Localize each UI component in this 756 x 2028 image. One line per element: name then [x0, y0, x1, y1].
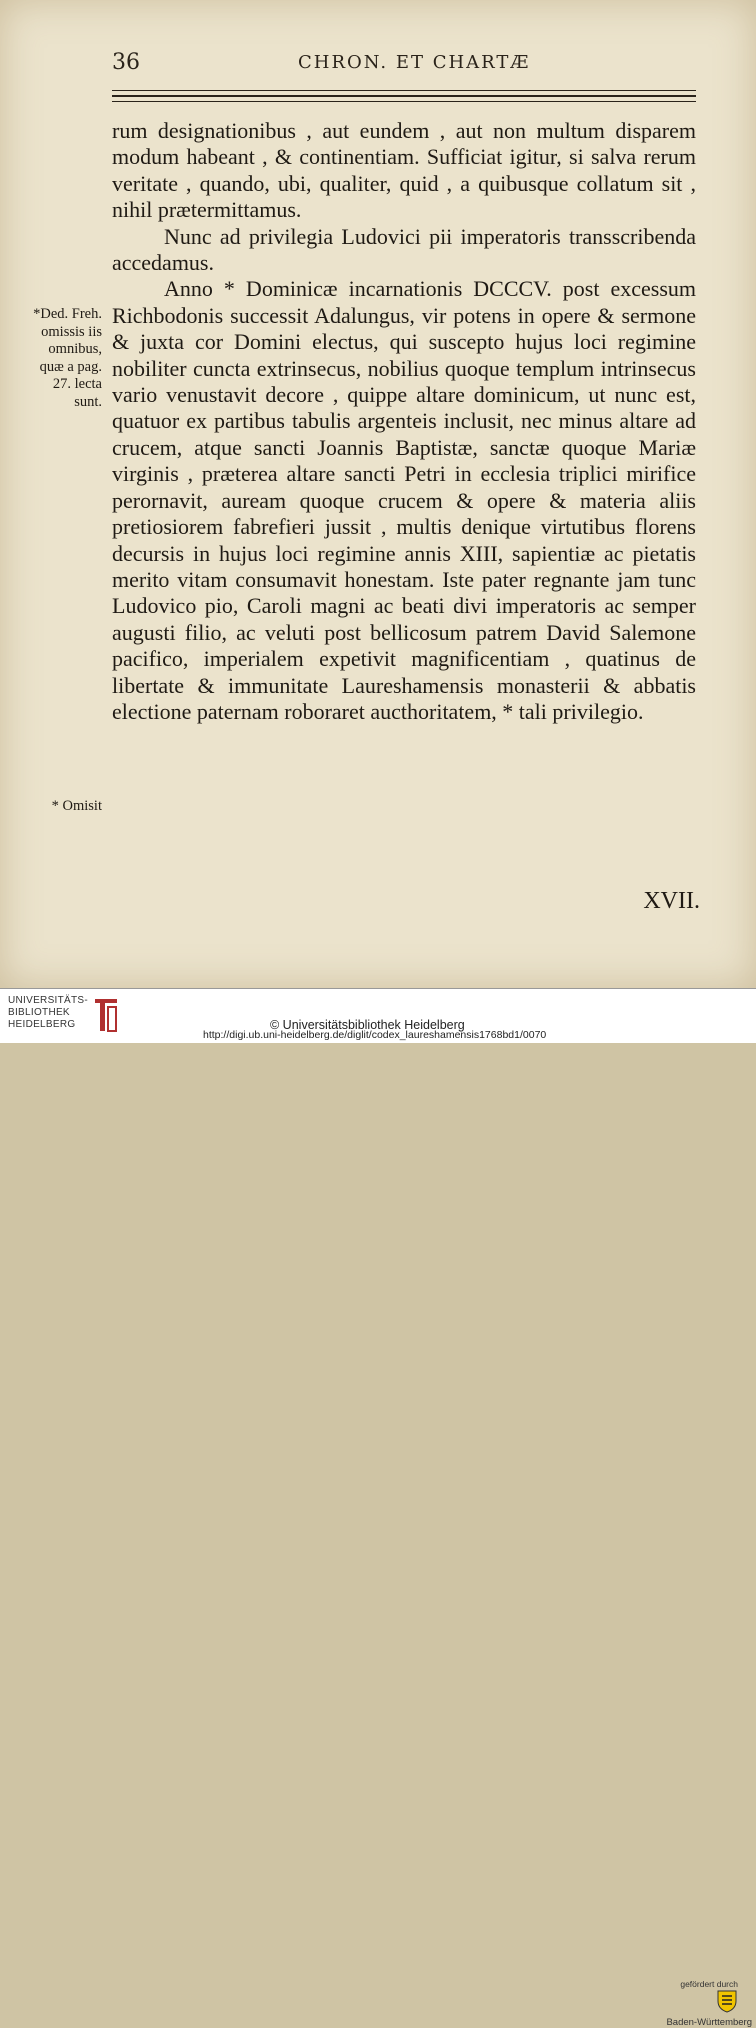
margin-note-omisit: * Omisit — [51, 798, 102, 814]
margin-note-line: sunt. — [74, 393, 102, 410]
library-mark-icon — [92, 995, 120, 1035]
library-logo-line: BIBLIOTHEK — [8, 1007, 70, 1018]
catchword: XVII. — [643, 888, 700, 914]
header-rule-middle — [112, 95, 696, 97]
library-logo-line: HEIDELBERG — [8, 1019, 76, 1030]
margin-note-line: quæ a pag. — [39, 358, 102, 375]
paragraph-3: Anno * Dominicæ incarnationis DCCCV. post excessum Richbodonis successit Adalungus, vir potens in opere & sermone & juxta cor Domini electus, qui suscepto hujus loci regimine nobiliter cuncta extrinsecus, nobilius quoque templum intrinsecus vario venustavit decore , quippe altare dominicum, ut nunc est, quatuor ex partibus tabulis argenteis inclusit, nec minus altare ad crucem, atque sancti Joannis Baptistæ, sanctæ quoque Mariæ virginis , præterea altare sancti Petri in ecclesia triplici mirifice perornavit, auream quoque crucem & opere & materia aliis pretiosiorem fabrefieri jussit , multis denique virtutibus florens decursis in hujus loci regimine annis XIII, sapientiæ ac pietatis merito vitam consumavit honestam. Iste pater regnante jam tunc Ludovico pio, Caroli magni ac beati divi imperatoris ac semper augusti filio, ac veluti post bellicosum patrem David Salemone pacifico, imperialem expetivit magnificentiam , quatinus de libertate & immunitate Laureshamensis monasterii & abbatis electione paternam roboraret aucthoritatem, * tali privilegio. — [112, 276, 696, 724]
baden-wuerttemberg-crest-icon — [714, 1989, 740, 2013]
margin-note-line: omissis iis — [41, 323, 102, 340]
book-page — [0, 0, 756, 988]
header-rule-bottom — [112, 101, 696, 102]
permalink-url[interactable]: http://digi.ub.uni-heidelberg.de/diglit/codex_laureshamensis1768bd1/0070 — [203, 1029, 547, 1041]
library-logo-line: UNIVERSITÄTS- — [8, 995, 89, 1006]
library-logo-text[interactable] — [8, 995, 88, 1031]
margin-note-line: omnibus, — [48, 341, 102, 357]
header-rule-top — [112, 90, 696, 91]
paragraph-1: rum designationibus , aut eundem , aut non multum disparem modum habeant , & continentiam. Sufficiat igitur, si salva rerum veritate , quando, ubi, qualiter, quid , a quibusque collatum sit , nihil prætermittamus. — [112, 118, 696, 223]
running-head: CHRON. ET CHARTÆ — [298, 52, 531, 73]
margin-note-line: *Ded. Freh. — [33, 306, 102, 322]
copyright-notice: © Universitätsbibliothek Heidelberg — [270, 1018, 465, 1032]
funder-name: Baden-Württemberg — [666, 2017, 752, 2028]
paragraph-2: Nunc ad privilegia Ludovici pii imperatoris transscribenda accedamus. — [112, 223, 696, 276]
body-text — [112, 118, 696, 725]
margin-note-line: 27. lecta — [52, 376, 102, 392]
funded-by-label: gefördert durch — [680, 1979, 738, 1989]
page-number: 36 — [112, 50, 140, 75]
margin-note-dedication — [33, 306, 102, 411]
